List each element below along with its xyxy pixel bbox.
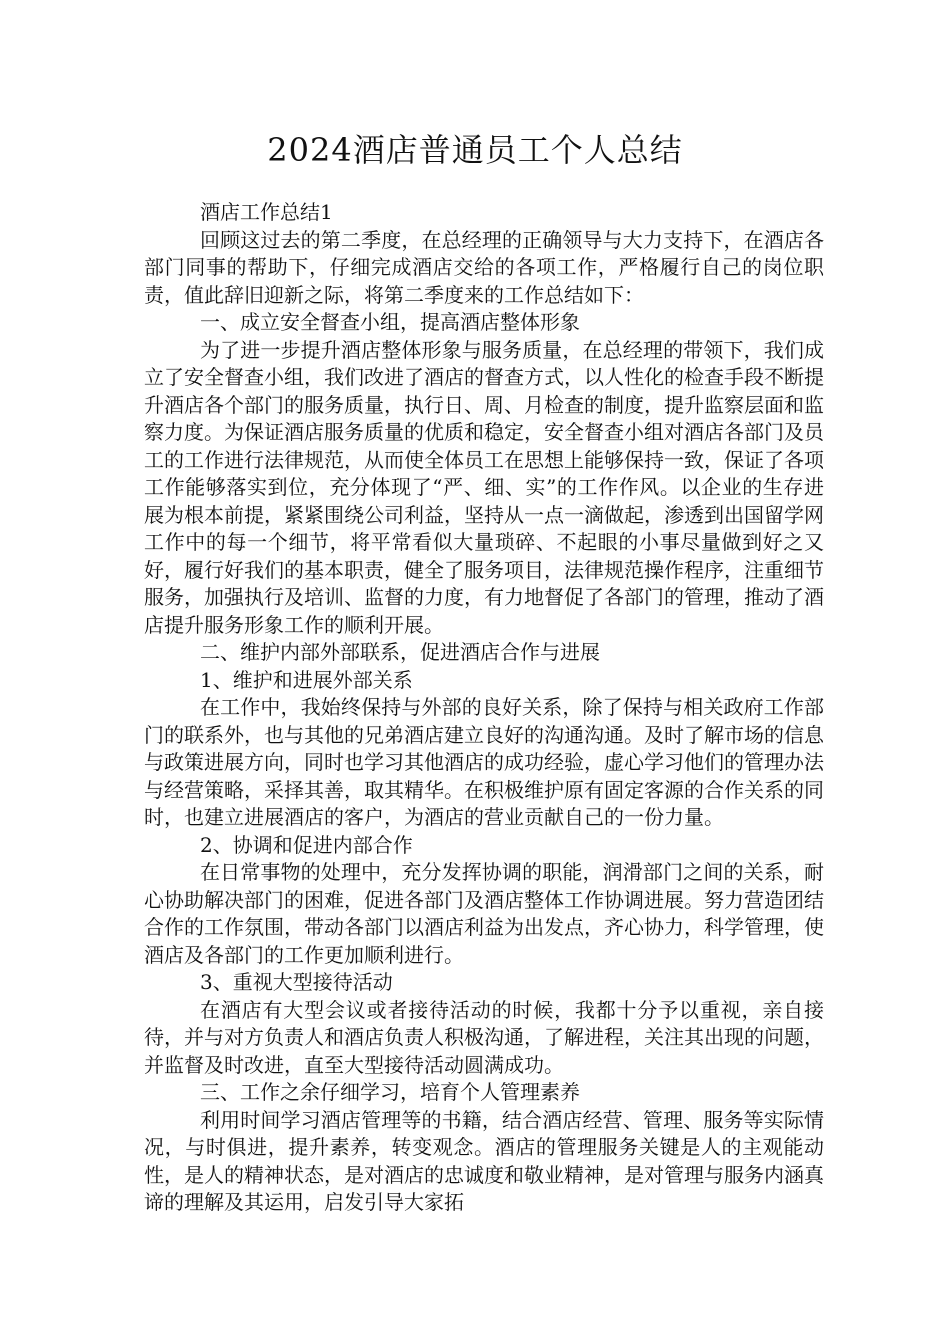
paragraph: 在工作中，我始终保持与外部的良好关系，除了保持与相关政府工作部门的联系外，也与其他的兄弟酒店建立良好的沟通沟通。及时了解市场的信息与政策进展方向，同时也学习其他酒店的成功经验，虚心学习他们的管理办法与经营策略，采择其善，取其精华。在积极维护原有固定客源的合作关系的同时，也建立进展酒店的客户，为酒店的营业贡献自己的一份力量。 [144,695,824,829]
section-heading: 酒店工作总结1 [200,200,333,224]
section-heading: 二、维护内部外部联系，促进酒店合作与进展 [200,640,600,664]
subsection-heading: 1、维护和进展外部关系 [200,667,413,692]
document-title: 2024酒店普通员工个人总结 [267,131,683,169]
paragraph: 回顾这过去的第二季度，在总经理的正确领导与大力支持下，在酒店各部门同事的帮助下，仔细完成酒店交给的各项工作，严格履行自己的岗位职责，值此辞旧迎新之际，将第二季度来的工作总结如下： [144,227,824,307]
paragraph: 在日常事物的处理中，充分发挥协调的职能，润滑部门之间的关系，耐心协助解决部门的困难，促进各部门及酒店整体工作协调进展。努力营造团结合作的工作氛围，带动各部门以酒店利益为出发点，齐心协力，科学管理，使酒店及各部门的工作更加顺利进行。 [144,860,824,967]
subsection-heading: 2、协调和促进内部合作 [200,832,413,857]
paragraph: 在酒店有大型会议或者接待活动的时候，我都十分予以重视，亲自接待，并与对方负责人和酒店负责人积极沟通，了解进程，关注其出现的问题，并监督及时改进，直至大型接待活动圆满成功。 [144,997,824,1077]
section-heading: 三、工作之余仔细学习，培育个人管理素养 [200,1080,580,1104]
paragraph: 利用时间学习酒店管理等的书籍，结合酒店经营、管理、服务等实际情况，与时俱进，提升素养，转变观念。酒店的管理服务关键是人的主观能动性，是人的精神状态，是对酒店的忠诚度和敬业精神，是对管理与服务内涵真谛的理解及其运用，启发引导大家拓 [144,1107,824,1214]
document-body [144,199,824,1217]
subsection-heading: 3、重视大型接待活动 [200,970,393,994]
paragraph: 为了进一步提升酒店整体形象与服务质量，在总经理的带领下，我们成立了安全督查小组，我们改进了酒店的督查方式，以人性化的检查手段不断提升酒店各个部门的服务质量，执行日、周、月检查的制度，提升监察层面和监察力度。为保证酒店服务质量的优质和稳定，安全督查小组对酒店各部门及员工的工作进行法律规范，从而使全体员工在思想上能够保持一致，保证了各项工作能够落实到位，充分体现了“严、细、实”的工作作风。以企业的生存进展为根本前提，紧紧围绕公司利益，坚持从一点一滴做起，渗透到出国留学网工作中的每一个细节，将平常看似大量琐碎、不起眼的小事尽量做到好之又好，履行好我们的基本职责，健全了服务项目，法律规范操作程序，注重细节服务，加强执行及培训、监督的力度，有力地督促了各部门的管理，推动了酒店提升服务形象工作的顺利开展。 [144,337,824,637]
section-heading: 一、成立安全督查小组，提高酒店整体形象 [200,310,580,334]
